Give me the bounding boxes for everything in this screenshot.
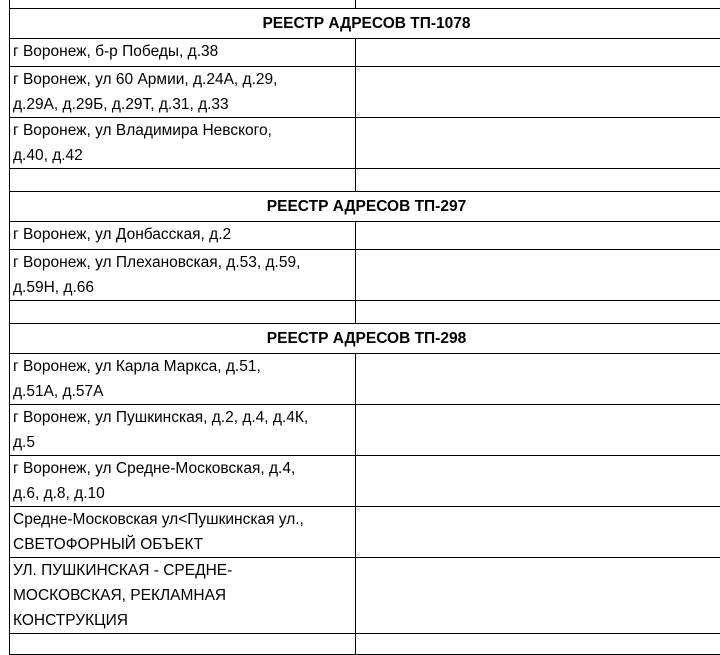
address-line: МОСКОВСКАЯ, РЕКЛАМНАЯ xyxy=(13,583,355,608)
address-registry-table xyxy=(9,0,720,655)
address-row xyxy=(10,405,720,456)
address-cell xyxy=(10,507,356,558)
address-line: г Воронеж, б-р Победы, д.38 xyxy=(13,39,355,64)
address-cell xyxy=(10,354,356,405)
address-line: д.40, д.42 xyxy=(13,143,355,168)
blank-row xyxy=(10,169,720,192)
empty-cell xyxy=(356,250,720,301)
empty-cell xyxy=(356,0,720,9)
empty-cell xyxy=(10,301,356,324)
section-title-tp-298: РЕЕСТР АДРЕСОВ ТП-298 xyxy=(10,324,720,354)
address-line: г Воронеж, ул Плехановская, д.53, д.59, xyxy=(13,250,355,275)
section-header-row xyxy=(10,192,720,222)
empty-cell xyxy=(356,67,720,118)
address-line: д.6, д.8, д.10 xyxy=(13,481,355,506)
section-title-tp-297: РЕЕСТР АДРЕСОВ ТП-297 xyxy=(10,192,720,222)
table-row-top-partial xyxy=(10,0,720,9)
section-header-row xyxy=(10,324,720,354)
section-header-row xyxy=(10,9,720,39)
address-row xyxy=(10,456,720,507)
address-cell xyxy=(10,39,356,67)
empty-cell xyxy=(356,405,720,456)
empty-cell xyxy=(10,0,356,9)
address-cell xyxy=(10,456,356,507)
section-title-tp-1078: РЕЕСТР АДРЕСОВ ТП-1078 xyxy=(10,9,720,39)
address-row xyxy=(10,67,720,118)
empty-cell xyxy=(356,634,720,655)
address-line: г Воронеж, ул Карла Маркса, д.51, xyxy=(13,354,355,379)
empty-cell xyxy=(356,301,720,324)
empty-cell xyxy=(356,354,720,405)
address-row xyxy=(10,354,720,405)
address-cell xyxy=(10,222,356,250)
address-line: д.5 xyxy=(13,430,355,455)
address-cell xyxy=(10,250,356,301)
address-row xyxy=(10,250,720,301)
empty-cell xyxy=(356,118,720,169)
empty-cell xyxy=(356,507,720,558)
address-line: СВЕТОФОРНЫЙ ОБЪЕКТ xyxy=(13,532,355,557)
address-line: г Воронеж, ул Пушкинская, д.2, д.4, д.4К, xyxy=(13,405,355,430)
blank-row xyxy=(10,301,720,324)
address-line: г Воронеж, ул Средне-Московская, д.4, xyxy=(13,456,355,481)
empty-cell xyxy=(356,222,720,250)
table-row-bottom-partial xyxy=(10,634,720,655)
address-line: УЛ. ПУШКИНСКАЯ - СРЕДНЕ- xyxy=(13,558,355,583)
address-line: г Воронеж, ул Владимира Невского, xyxy=(13,118,355,143)
empty-cell xyxy=(356,169,720,192)
empty-cell xyxy=(356,558,720,634)
address-cell xyxy=(10,405,356,456)
empty-cell xyxy=(10,169,356,192)
address-line: д.51А, д.57А xyxy=(13,379,355,404)
address-cell xyxy=(10,558,356,634)
address-cell xyxy=(10,67,356,118)
address-line: Средне-Московская ул<Пушкинская ул., xyxy=(13,507,355,532)
address-row xyxy=(10,558,720,634)
address-row xyxy=(10,222,720,250)
address-row xyxy=(10,507,720,558)
empty-cell xyxy=(356,456,720,507)
empty-cell xyxy=(356,39,720,67)
address-row xyxy=(10,39,720,67)
empty-cell xyxy=(10,634,356,655)
address-line: д.59Н, д.66 xyxy=(13,275,355,300)
address-line: г Воронеж, ул Донбасская, д.2 xyxy=(13,222,355,247)
address-line: г Воронеж, ул 60 Армии, д.24А, д.29, xyxy=(13,67,355,92)
address-row xyxy=(10,118,720,169)
address-line: д.29А, д.29Б, д.29Т, д.31, д.33 xyxy=(13,92,355,117)
address-cell xyxy=(10,118,356,169)
address-line: КОНСТРУКЦИЯ xyxy=(13,608,355,633)
